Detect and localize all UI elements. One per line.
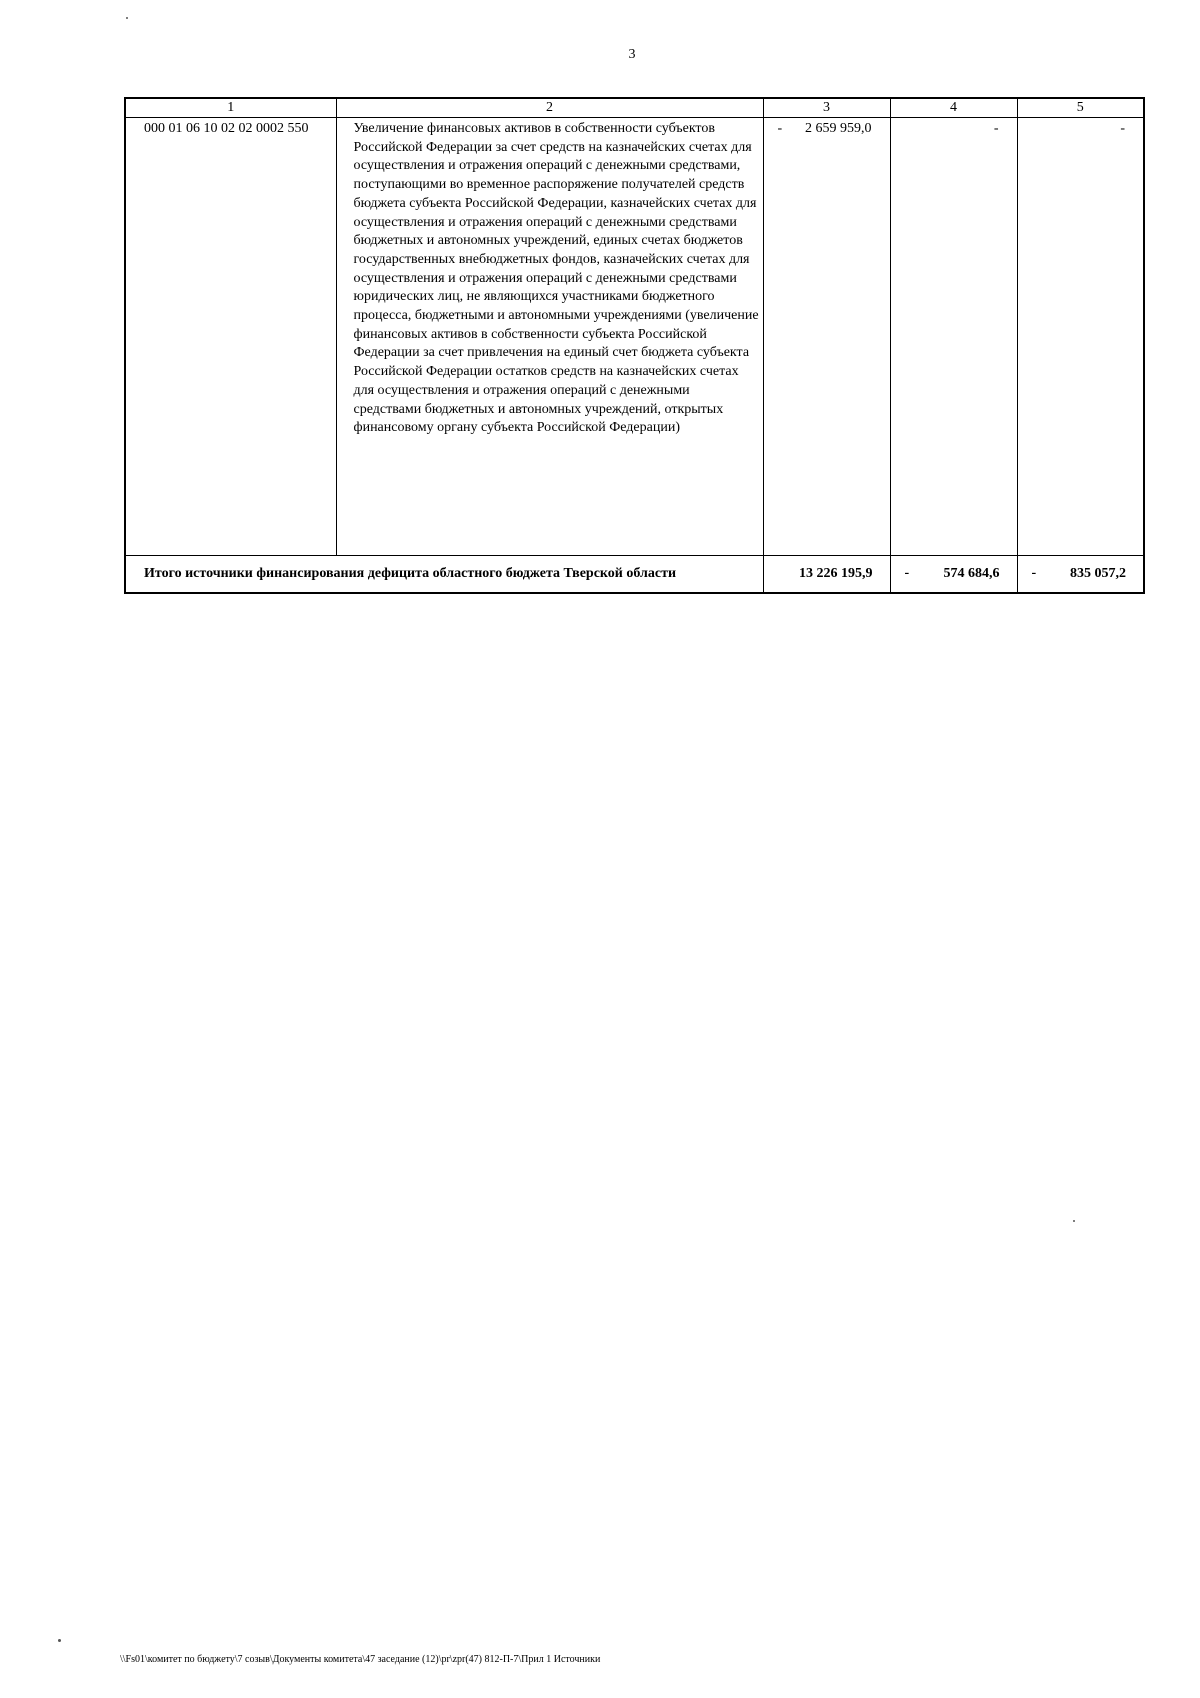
- file-path-footer: \\Fs01\комитет по бюджету\7 созыв\Документы комитета\47 заседание (12)\pr\zpr(47) 812-П-7\Прил 1 Источники: [120, 1654, 601, 1665]
- amount-col4: -: [993, 121, 999, 136]
- financing-sources-table: [124, 97, 1145, 594]
- total-col4: 574 684,6: [943, 565, 1000, 581]
- table-row: [125, 118, 1144, 556]
- amount-col5-cell: [1017, 118, 1144, 556]
- column-header-3: 3: [763, 98, 890, 118]
- source-description: Увеличение финансовых активов в собственности субъектов Российской Федерации за счет средств на казначейских счетах для осуществления и отражения операций с денежными средствами, поступающими во временное распоряжение получателей средств бюджета субъекта Российской Федерации, казначейских счетах для осуществления и отражения операций с денежными средствами бюджетных и автономных учреждений, единых счетах бюджетов государственных внебюджетных фондов, казначейских счетах для осуществления и отражения операций с денежными средствами юридических лиц, не являющихся участниками бюджетного процесса, бюджетными и автономными учреждениями (увеличение финансовых активов в собственности субъекта Российской Федерации за счет привлечения на единый счет бюджета субъекта Российской Федерации остатков средств на казначейских счетах для осуществления и отражения операций с денежными средствами бюджетных и автономных учреждений, открытых финансовому органу субъекта Российской Федерации): [336, 118, 763, 556]
- negative-sign: -: [1031, 565, 1037, 581]
- total-label: Итого источники финансирования дефицита областного бюджета Тверской области: [125, 556, 763, 594]
- total-row: [125, 556, 1144, 594]
- column-header-1: 1: [125, 98, 336, 118]
- amount-col4-cell: [890, 118, 1017, 556]
- column-header-4: 4: [890, 98, 1017, 118]
- amount-col3-cell: [763, 118, 890, 556]
- scan-speck: [58, 1639, 61, 1642]
- scan-speck: [1073, 1220, 1075, 1222]
- amount-col3: 2 659 959,0: [805, 121, 872, 136]
- total-col4-cell: [890, 556, 1017, 594]
- total-col3-cell: [763, 556, 890, 594]
- total-col5-cell: [1017, 556, 1144, 594]
- negative-sign: -: [777, 121, 783, 136]
- total-col3: 13 226 195,9: [799, 565, 873, 581]
- budget-classification-code: 000 01 06 10 02 02 0002 550: [125, 118, 336, 556]
- negative-sign: -: [904, 565, 910, 581]
- column-header-2: 2: [336, 98, 763, 118]
- table-header-row: [125, 98, 1144, 118]
- total-col5: 835 057,2: [1070, 565, 1126, 581]
- column-header-5: 5: [1017, 98, 1144, 118]
- page-number: 3: [628, 47, 636, 62]
- scan-speck: [126, 17, 128, 19]
- amount-col5: -: [1120, 121, 1125, 136]
